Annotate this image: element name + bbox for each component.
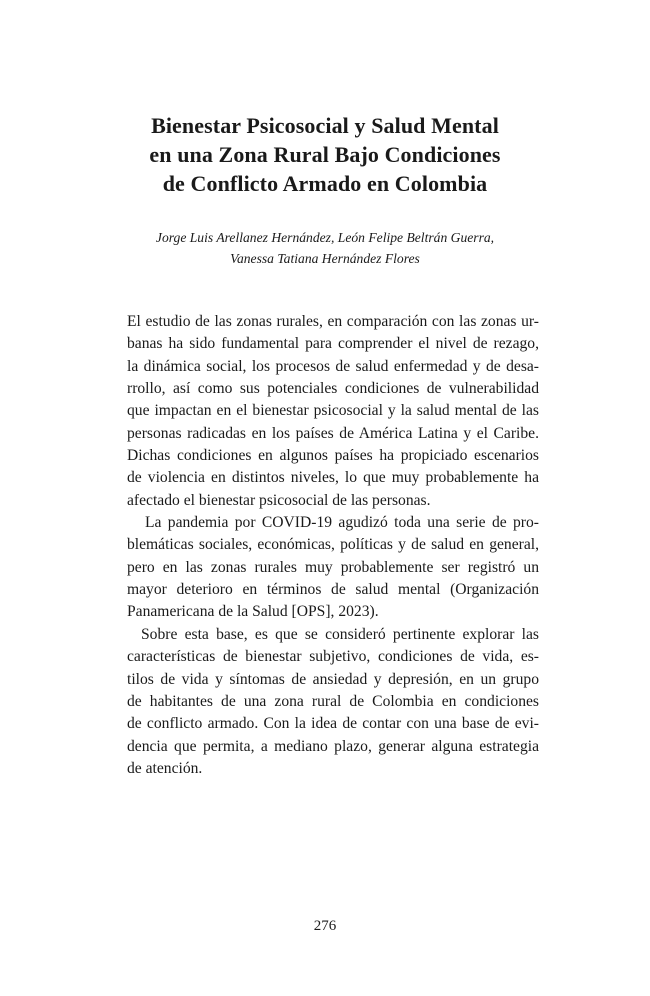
body-line: de violencia en distintos niveles, lo que muy probablemente ha xyxy=(127,469,539,487)
body-line: que impactan en el bienestar psicosocial y la salud mental de las xyxy=(127,402,539,420)
body-line: características de bienestar subjetivo, condiciones de vida, es- xyxy=(127,648,539,666)
body-line: rrollo, así como sus potenciales condiciones de vulnerabilidad xyxy=(127,380,539,398)
body-line: de habitantes de una zona rural de Colombia en condiciones xyxy=(127,692,539,710)
body-line: Dichas condiciones en algunos países ha propiciado escenarios xyxy=(127,447,539,465)
body-line: La pandemia por COVID-19 agudizó toda una serie de pro- xyxy=(145,514,539,532)
page-number: 276 xyxy=(313,918,337,934)
chapter-title-line: en una Zona Rural Bajo Condiciones xyxy=(149,142,501,167)
body-line: Panamericana de la Salud [OPS], 2023). xyxy=(127,603,379,621)
body-line: Sobre esta base, es que se consideró pertinente explorar las xyxy=(141,625,539,643)
chapter-title-line: de Conflicto Armado en Colombia xyxy=(162,171,488,196)
chapter-title-line: Bienestar Psicosocial y Salud Mental xyxy=(151,113,499,138)
author-line: Vanessa Tatiana Hernández Flores xyxy=(230,251,420,266)
body-line: personas radicadas en los países de América Latina y el Caribe. xyxy=(127,424,539,442)
body-line: de atención. xyxy=(127,759,203,777)
body-line: dencia que permita, a mediano plazo, generar alguna estrategia xyxy=(127,737,539,755)
body-line: afectado el bienestar psicosocial de las personas. xyxy=(127,491,431,509)
author-list xyxy=(80,227,570,269)
body-line: blemáticas sociales, económicas, políticas y de salud en general, xyxy=(127,536,539,554)
body-line: banas ha sido fundamental para comprender el nivel de rezago, xyxy=(127,335,539,353)
body-line: la dinámica social, los procesos de salud enfermedad y de desa- xyxy=(127,357,539,375)
body-line: tilos de vida y síntomas de ansiedad y depresión, en un grupo xyxy=(127,670,539,688)
body-line: pero en las zonas rurales muy probablemente ser registró un xyxy=(127,558,539,576)
body-text xyxy=(127,311,539,780)
body-line: de conflicto armado. Con la idea de contar con una base de evi- xyxy=(127,715,539,733)
body-line: El estudio de las zonas rurales, en comparación con las zonas ur- xyxy=(127,313,539,330)
chapter-title xyxy=(100,111,550,198)
body-line: mayor deterioro en términos de salud mental (Organización xyxy=(127,581,539,599)
author-line: Jorge Luis Arellanez Hernández, León Felipe Beltrán Guerra, xyxy=(155,230,495,245)
